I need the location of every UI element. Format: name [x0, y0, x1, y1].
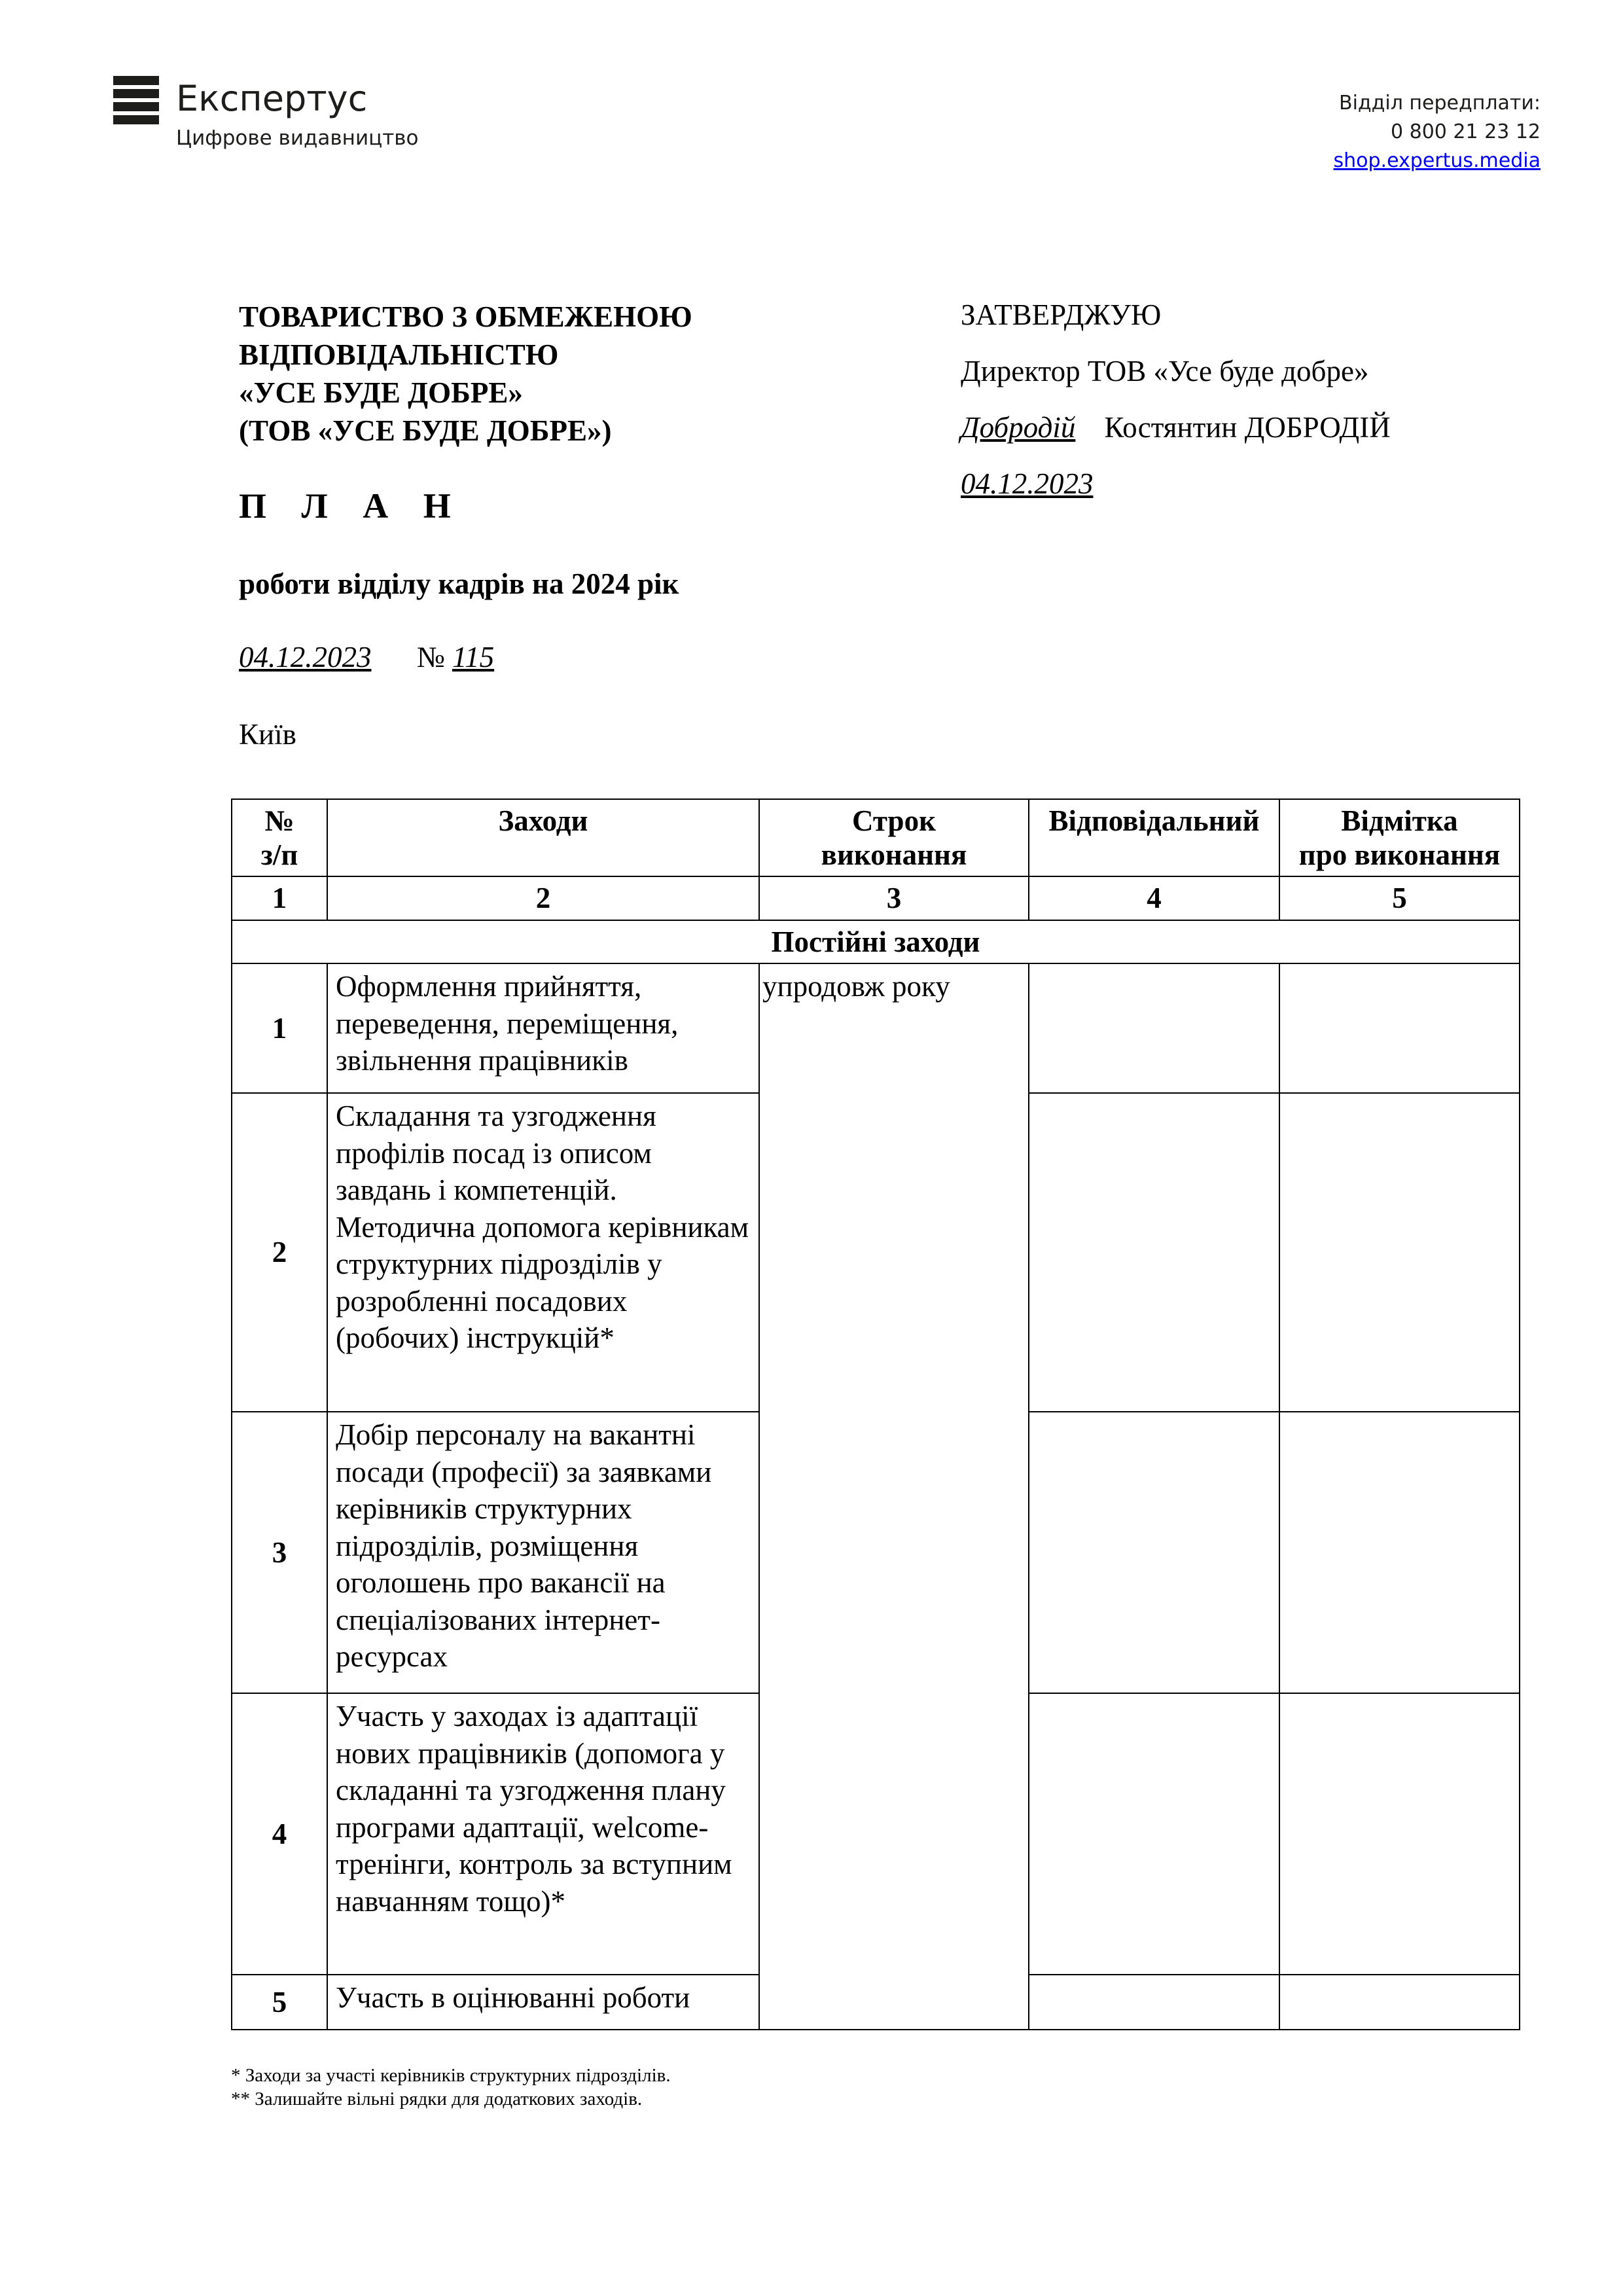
- row-measure: Оформлення прийняття, переведення, переміщення, звільнення працівників: [327, 963, 759, 1093]
- document-title: П Л А Н: [239, 486, 464, 526]
- column-header-responsible: Відповідальний: [1029, 799, 1279, 876]
- row-number: 5: [232, 1975, 327, 2030]
- row-measure: Добір персоналу на вакантні посади (професії) за заявками керівників структурних підрозділів, розміщення оголошень про вакансії на спеціалізованих інтернет-ресурсах: [327, 1412, 759, 1693]
- organization-line: «УСЕ БУДЕ ДОБРЕ»: [239, 376, 523, 409]
- subscription-contacts: [1334, 89, 1541, 175]
- row-responsible: [1029, 963, 1279, 1093]
- organization-line: (ТОВ «УСЕ БУДЕ ДОБРЕ»): [239, 414, 612, 447]
- section-row: [232, 920, 1520, 964]
- subscription-phone: 0 800 21 23 12: [1390, 120, 1541, 143]
- document-number: 115: [452, 641, 495, 673]
- footnote: ** Залишайте вільні рядки для додаткових заходів.: [231, 2089, 643, 2109]
- row-measure: Участь в оцінюванні роботи: [327, 1975, 759, 2030]
- column-number: 3: [759, 876, 1029, 920]
- number-sign: №: [416, 641, 445, 673]
- organization-name: [239, 298, 802, 450]
- organization-line: ВІДПОВІДАЛЬНІСТЮ: [239, 338, 559, 371]
- logo-bars-icon: [113, 76, 159, 126]
- column-header-measures: Заходи: [327, 799, 759, 876]
- column-header-term: Строк виконання: [759, 799, 1029, 876]
- subscription-label: Відділ передплати:: [1338, 92, 1541, 115]
- row-responsible: [1029, 1093, 1279, 1412]
- row-mark: [1279, 1093, 1520, 1412]
- column-number: 1: [232, 876, 327, 920]
- organization-line: ТОВАРИСТВО З ОБМЕЖЕНОЮ: [239, 300, 692, 333]
- row-number: 3: [232, 1412, 327, 1693]
- shop-link[interactable]: shop.expertus.media: [1333, 149, 1541, 172]
- approval-date: 04.12.2023: [961, 467, 1094, 500]
- approval-name: Костянтин ДОБРОДІЙ: [1104, 411, 1391, 444]
- column-numbers-row: [232, 876, 1520, 920]
- row-number: 4: [232, 1693, 327, 1975]
- row-measure: Участь у заходах із адаптації нових працівників (допомога у складанні та узгодження плану програми адаптації, welcome-тренінги, контроль за вступним навчанням тощо)*: [327, 1693, 759, 1975]
- footnotes: [231, 2064, 671, 2111]
- row-number: 1: [232, 963, 327, 1093]
- approval-position: Директор ТОВ «Усе буде добре»: [961, 355, 1369, 387]
- column-number: 2: [327, 876, 759, 920]
- row-measure: Складання та узгодження профілів посад із описом завдань і компетенцій. Методична допомога керівникам структурних підрозділів у розробленні посадових (робочих) інструкцій*: [327, 1093, 759, 1412]
- column-header-number: № з/п: [232, 799, 327, 876]
- document-subtitle: роботи відділу кадрів на 2024 рік: [239, 567, 679, 600]
- footnote: * Заходи за участі керівників структурних підрозділів.: [231, 2065, 671, 2086]
- row-mark: [1279, 1975, 1520, 2030]
- row-responsible: [1029, 1975, 1279, 2030]
- row-responsible: [1029, 1693, 1279, 1975]
- logo-tagline: Цифрове видавництво: [176, 126, 419, 150]
- column-number: 4: [1029, 876, 1279, 920]
- section-title: Постійні заходи: [232, 920, 1520, 964]
- column-number: 5: [1279, 876, 1520, 920]
- plan-table: [231, 798, 1520, 2030]
- document-registration: [239, 640, 494, 674]
- document-date: 04.12.2023: [239, 641, 372, 673]
- row-mark: [1279, 1693, 1520, 1975]
- row-mark: [1279, 963, 1520, 1093]
- row-number: 2: [232, 1093, 327, 1412]
- row-responsible: [1029, 1412, 1279, 1693]
- row-term: упродовж року: [759, 963, 1029, 2030]
- approval-heading: ЗАТВЕРДЖУЮ: [961, 298, 1162, 331]
- row-mark: [1279, 1412, 1520, 1693]
- approval-block: [961, 298, 1391, 523]
- column-header-mark: Відмітка про виконання: [1279, 799, 1520, 876]
- table-header-row: [232, 799, 1520, 876]
- approval-signature: Добродій: [961, 411, 1076, 444]
- logo-name: Експертус: [176, 78, 368, 119]
- table-row: [232, 963, 1520, 1093]
- document-city: Київ: [239, 718, 296, 751]
